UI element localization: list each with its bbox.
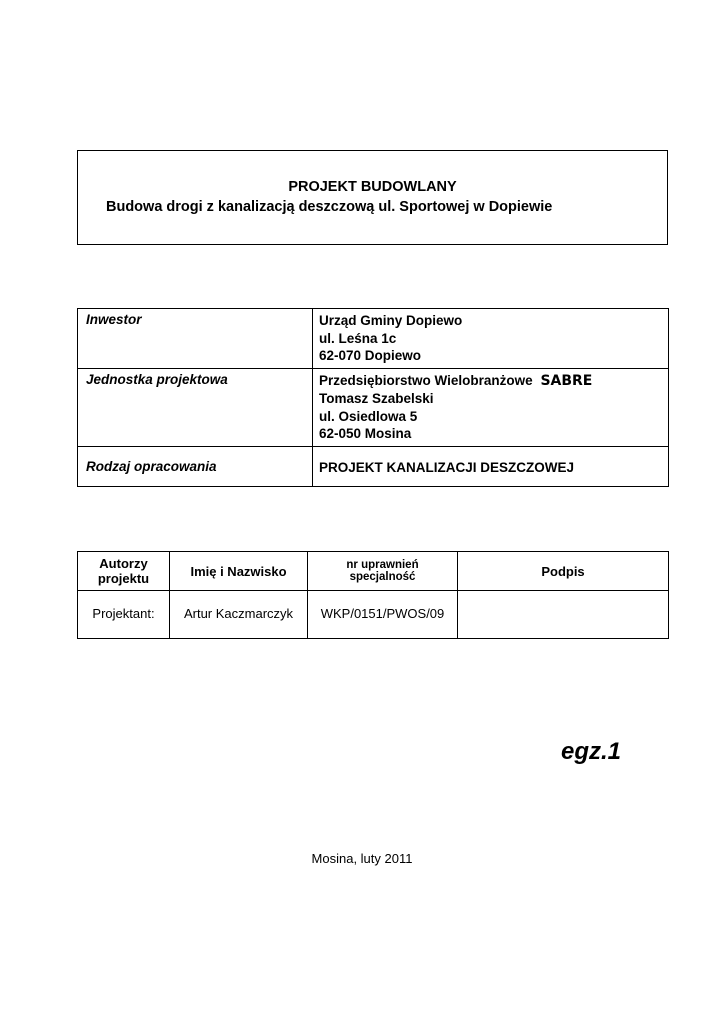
copy-number: egz.1 [561, 738, 622, 765]
title-box [77, 150, 668, 245]
document-type-label: Rodzaj opracowania [78, 446, 313, 487]
design-unit-row [78, 368, 669, 446]
investor-line-2: ul. Leśna 1c [319, 330, 397, 346]
investor-line-1: Urząd Gminy Dopiewo [319, 313, 463, 328]
authors-header-role-line-2: projektu [97, 571, 150, 586]
authors-header-role-line-1: Autorzy [99, 556, 148, 571]
authors-header-license [308, 552, 458, 591]
design-unit-name-line [319, 372, 662, 391]
authors-header-license-line-1: nr uprawnień [346, 559, 419, 571]
authors-header-license-line-2: specjalność [349, 571, 416, 583]
authors-header-role [78, 552, 170, 591]
authors-header-row [78, 552, 669, 591]
design-unit-label: Jednostka projektowa [78, 368, 313, 446]
document-type-value: PROJEKT KANALIZACJI DESZCZOWEJ [313, 446, 669, 487]
place-and-date: Mosina, luty 2011 [311, 851, 413, 866]
investor-row [78, 309, 669, 369]
design-unit-value [313, 368, 669, 446]
design-unit-name: Przedsiębiorstwo Wielobranżowe [319, 372, 533, 388]
project-info-table [77, 308, 669, 487]
authors-table [77, 551, 669, 639]
design-unit-line-3: 62-050 Mosina [319, 426, 412, 441]
document-type-row [78, 446, 669, 487]
investor-label: Inwestor [78, 309, 313, 369]
company-brand-logo: SABRE [540, 372, 593, 389]
authors-row [78, 591, 669, 639]
author-name: Artur Kaczmarczyk [170, 591, 308, 639]
author-role: Projektant: [78, 591, 170, 639]
author-signature [458, 591, 669, 639]
design-unit-line-2: ul. Osiedlowa 5 [319, 408, 418, 424]
authors-header-signature: Podpis [458, 552, 669, 591]
author-license: WKP/0151/PWOS/09 [308, 591, 458, 639]
investor-line-3: 62-070 Dopiewo [319, 348, 422, 363]
authors-header-name: Imię i Nazwisko [170, 552, 308, 591]
design-unit-line-1: Tomasz Szabelski [319, 391, 434, 406]
investor-value [313, 309, 669, 369]
document-title: PROJEKT BUDOWLANY [288, 179, 457, 195]
document-subtitle: Budowa drogi z kanalizacją deszczową ul. Sportowej w Dopiewie [106, 199, 553, 215]
